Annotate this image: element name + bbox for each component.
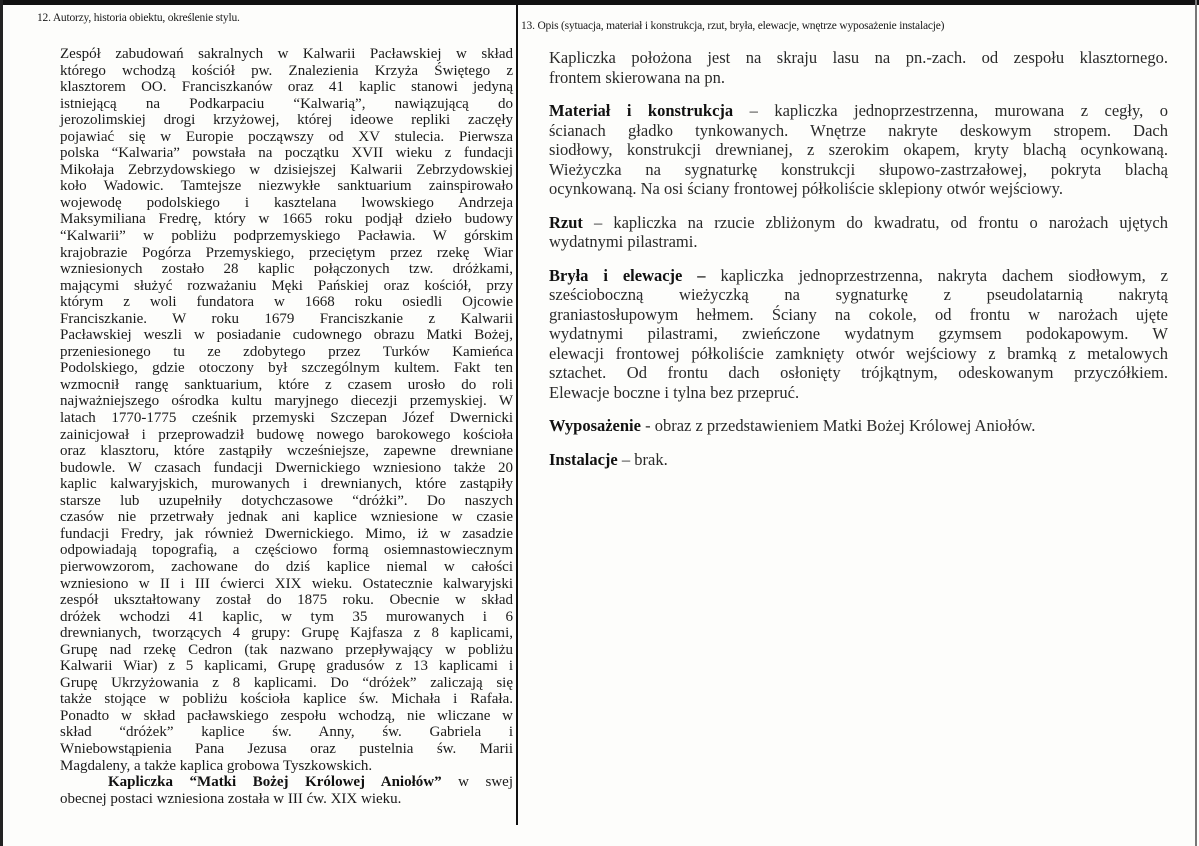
line-text: ścianach gładko tynkowanych. Wnętrze nakryte deskowym stropem. Dach [549, 120, 1168, 140]
text-line [549, 344, 1168, 364]
text-line [549, 232, 1168, 252]
line-text: Elewacje boczne i tylna bez przepruć. [549, 382, 800, 402]
text-line [549, 48, 1168, 68]
line-text: sześcioboczną wieżyczką na sygnaturkę z pseudolatarnią nakrytą [549, 285, 1168, 304]
text-line: Podolskiego, gdzie otoczony był szczególnym kultem. Fakt ten [60, 360, 513, 377]
text-line: Franciszkanie. W roku 1679 Franciszkanie z Kalwarii [60, 310, 513, 327]
text-line: fundacji Fredry, jak również Dwernickiego. Mimo, iż w zasadzie [60, 525, 513, 542]
text-line: kaplic kalwaryjskich, murowanych i drewnianych, które zastąpiły [60, 476, 513, 493]
column-divider [516, 5, 518, 825]
line-text: kapliczka jednoprzestrzenna, nakryta dachem siodłowym, z [705, 265, 1168, 285]
line-text: sztachet. Od frontu dach osłonięty trójkątnym, odeskowanym przyczółkiem. [549, 363, 1168, 382]
text-line [549, 363, 1168, 383]
text-line: mającymi służyć rozważaniu Męki Pańskiej oraz kościół, przy [60, 277, 513, 294]
description-paragraph [549, 450, 1168, 470]
line-text: – kapliczka na rzucie zbliżonym do kwadratu, od frontu o narożach ujętych [582, 212, 1168, 232]
text-line: starsze lub uzupełniły dotychczasowe “dróżki”. Do naszych [60, 492, 513, 509]
closing-line-2: obecnej postaci wzniesiona została w III ćw. XIX wieku. [60, 790, 402, 807]
text-line: którym z woli fundatora w 1668 roku osiedli Ojcowie [60, 294, 513, 311]
chapel-name-bold: Kapliczka “Matki Bożej Królowej Aniołów” [108, 774, 442, 791]
description-paragraph [549, 213, 1168, 252]
history-text-column [60, 46, 513, 807]
text-line: Wniebowstąpienia Pana Jezusa oraz pustelnia św. Marii [60, 740, 513, 757]
text-line: Ponadto w skład pacławskiego zespołu wchodzą, nie wliczane w [60, 707, 513, 724]
text-line [549, 324, 1168, 344]
text-line: Grupę Ukrzyżowania z 8 kaplicami. Do “dróżek” zaliczają się [60, 674, 513, 691]
text-line [549, 383, 1168, 403]
text-line: klasztorem OO. Franciszkanów oraz 41 kaplic stanowi jedyną [60, 79, 513, 96]
text-line: pierwowzorom, zachowane do dziś kaplice niemal w całości [60, 558, 513, 575]
text-line: wzmocnił rangę sanktuarium, które z czasem urosło do roli [60, 376, 513, 393]
line-text: graniastosłupowym hełmem. Ściany na cokole, od frontu w narożach ujęte [549, 304, 1168, 324]
text-line: Pacławskiej weszli w posiadanie cudownego obrazu Matki Bożej, [60, 327, 513, 344]
paragraph-label: Rzut [549, 212, 583, 232]
text-line: skład “dróżek” kaplice św. Anny, św. Gabriela i [60, 724, 513, 741]
description-text-column [549, 48, 1168, 469]
text-line: czasów nie przetrwały jednak ani kaplice wzniesione w czasie [60, 509, 513, 526]
line-text: frontem skierowana na pn. [549, 67, 725, 87]
text-line: Zespół zabudowań sakralnych w Kalwarii Pacławskiej w skład [60, 46, 513, 62]
text-line: Mikołaja Zebrzydowskiego w dzisiejszej Kalwarii Zebrzydowskiej [60, 161, 513, 178]
text-line: latach 1770-1775 cześnik przemyski Szczepan Józef Dwernicki [60, 410, 513, 427]
text-line: krajobrazie Pogórza Przemyskiego, przeciętym przez rzekę Wiar [60, 244, 513, 261]
text-line: wzniesionych zostało 28 kaplic połączonych tzw. dróżkami, [60, 261, 513, 278]
text-line: “Kalwarii” w pobliżu podprzemyskiego Pacławia. W górskim [60, 228, 513, 245]
text-line: odpowiadają topografią, a częściowo formą osiemnastowiecznym [60, 542, 513, 559]
description-paragraph [549, 416, 1168, 436]
text-line: wzniesiono w II i III ćwierci XIX wieku. Ostatecznie kalwaryjski [60, 575, 513, 592]
text-line: koło Wadowic. Tamtejsze niezwykłe sanktuarium zainspirowało [60, 178, 513, 195]
line-text: Wieżyczka na sygnaturkę konstrukcji słupowo-zastrzałowej, pokryta blachą [549, 159, 1168, 179]
text-line: oraz klasztoru, które zastąpiły wcześniejsze, zapewne drewniane [60, 443, 513, 460]
text-line: drewnianych, tworzących 4 grupy: Grupę Kajfasza z 8 kaplicami, [60, 625, 513, 642]
line-text: ocynkowaną. Na osi ściany frontowej półkoliście sklepiony otwór wejściowy. [549, 179, 1063, 198]
section-13-header: 13. Opis (sytuacja, materiał i konstrukcja, rzut, bryła, elewacje, wnętrze wyposażenie instalacje) [521, 20, 945, 32]
line-text: – kapliczka jednoprzestrzenna, murowana z cegły, o [733, 101, 1168, 120]
text-line: budowle. W czasach fundacji Dwernickiego wzniesiono także 20 [60, 459, 513, 476]
text-line: polska “Kalwaria” powstała na początku XVII wieku z fundacji [60, 145, 513, 162]
text-line: zainicjował i przeprowadził budowę nowego barokowego kościoła [60, 426, 513, 443]
closing-text: w swej [441, 774, 513, 791]
text-line: Magdaleny, a także kaplica grobowa Tyszkowskich. [60, 757, 373, 774]
text-line: istniejącą na Podkarpaciu “Kalwarią”, nawiązującą do [60, 95, 513, 112]
text-line [549, 285, 1168, 305]
closing-line-1 [60, 774, 513, 791]
text-line [549, 160, 1168, 180]
paragraph-label: Materiał i konstrukcja [549, 101, 734, 120]
description-paragraph [549, 101, 1168, 199]
text-line [549, 179, 1168, 199]
scan-left-border [0, 0, 3, 846]
section-12-header: 12. Autorzy, historia obiektu, określenie stylu. [37, 12, 240, 24]
text-line [549, 121, 1168, 141]
scan-right-edge [1195, 0, 1197, 846]
text-line [549, 305, 1168, 325]
text-line: dróżek wchodzi 41 kaplic, w tym 35 murowanych i 6 [60, 608, 513, 625]
text-line: zespół ukształtowany został do 1875 roku. Obecnie w skład [60, 592, 513, 609]
description-paragraph [549, 266, 1168, 403]
description-paragraph [549, 48, 1168, 87]
text-line: najważniejszego ośrodka kultu maryjnego diecezji przemyskiej. W [60, 393, 513, 410]
paragraph-label: Wyposażenie [549, 416, 641, 435]
text-line [549, 450, 1168, 470]
text-line [549, 101, 1168, 121]
text-line [549, 266, 1168, 286]
paragraph-label: Bryła i elewacje – [549, 265, 706, 285]
line-text: – brak. [617, 449, 668, 469]
line-text: siodłowy, konstrukcji drewnianej, z szerokim okapem, kryty blachą ocynkowaną. [549, 140, 1168, 159]
text-line: wojewodę podolskiego i kasztelana lwowskiego Andrzeja [60, 194, 513, 211]
text-line [549, 213, 1168, 233]
text-line [549, 416, 1168, 436]
scan-top-border [0, 0, 1199, 5]
text-line [549, 68, 1168, 88]
text-line: Kalwarii Wiar) z 5 kaplicami, Grupę gradusów z 13 kaplicami i [60, 658, 513, 675]
text-line: przeniesionego tu ze zdobytego przez Turków Kamieńca [60, 343, 513, 360]
text-line: Maksymiliana Fredrę, który w 1665 roku podjął dzieło budowy [60, 211, 513, 228]
line-text: wydatnymi pilastrami, zwieńczone wydatnym gzymsem podokapowym. W [549, 324, 1168, 343]
line-text: wydatnymi pilastrami. [549, 232, 698, 251]
line-text: - obraz z przedstawieniem Matki Bożej Królowej Aniołów. [640, 416, 1036, 435]
paragraph-label: Instalacje [549, 449, 618, 469]
line-text: elewacji frontowej półkoliście zamknięty otwór wejściowy z bramką z metalowych [549, 343, 1168, 363]
line-text: Kapliczka położona jest na skraju lasu na pn.-zach. od zespołu klasztornego. [549, 48, 1168, 67]
text-line: którego wchodzą kościół pw. Znalezienia Krzyża Świętego z [60, 62, 513, 79]
text-line [549, 140, 1168, 160]
text-line: pojawiać się w Europie począwszy od XV stulecia. Pierwsza [60, 128, 513, 145]
text-line: Grupę nad rzekę Cedron (tak nazwano przepływający w pobliżu [60, 641, 513, 658]
text-line: jerozolimskiej drogi krzyżowej, której ideowe repliki zaczęły [60, 112, 513, 129]
text-line: także stojące w pobliżu kościoła kaplice św. Michała i Rafała. [60, 691, 513, 708]
